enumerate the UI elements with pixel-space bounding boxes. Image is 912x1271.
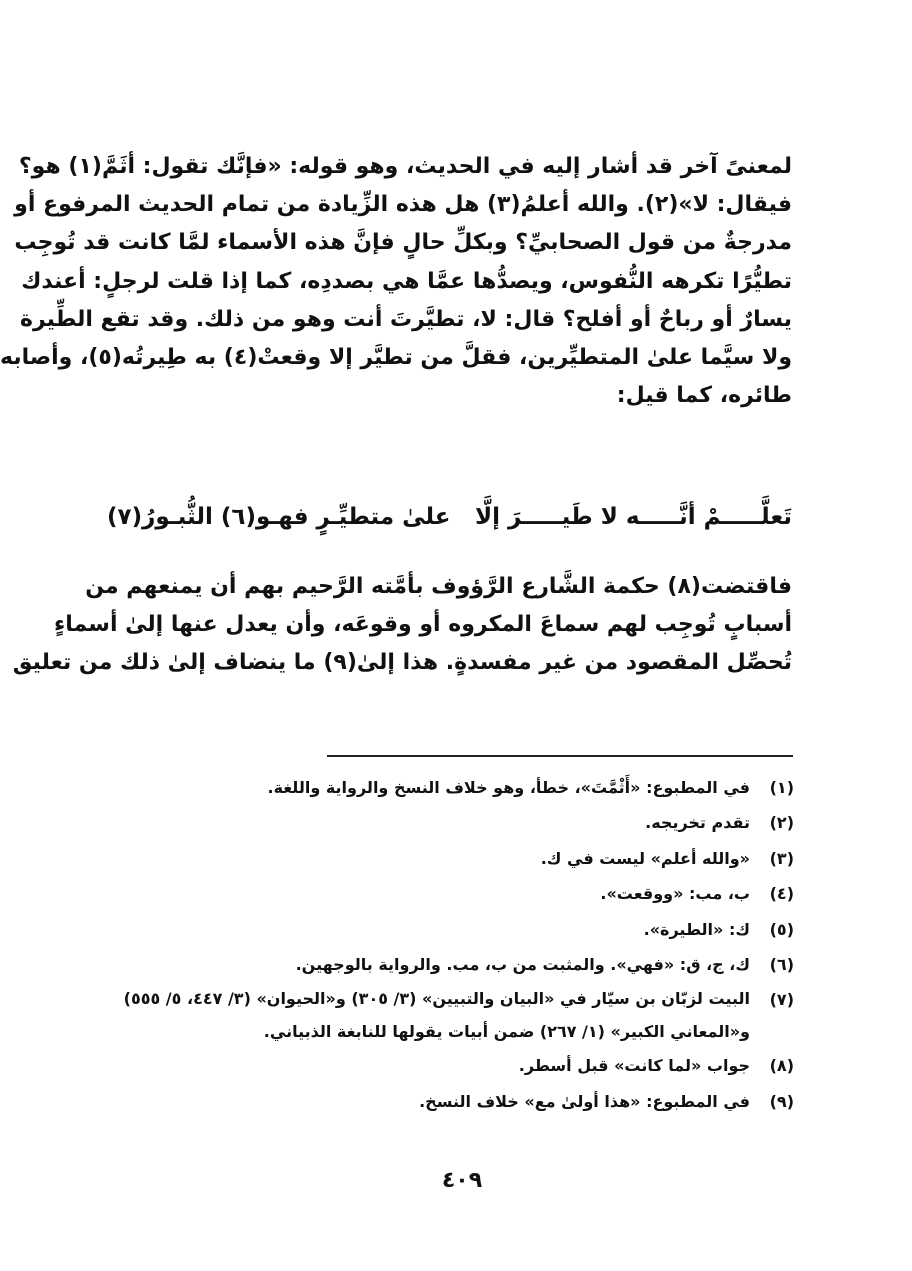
footnote <box>104 841 794 876</box>
footnote-text: في المطبوع: «أَثْمَّتَ»، خطأ، وهو خلاف النسخ والرواية واللغة. <box>267 778 750 797</box>
footnote <box>104 1048 794 1083</box>
footnote <box>104 1084 794 1119</box>
footnote-text: تقدم تخريجه. <box>645 813 750 833</box>
text-line: أسبابٍ تُوجِب لهم سماعَ المكروه أو وقوعَه، وأن يعدل عنها إلىٰ أسماءٍ <box>54 612 792 638</box>
text-line: تطيُّرًا تكرهه النُّفوس، ويصدُّها عمَّا هي بصددِه، كما إذا قلت لرجلٍ: أعندك <box>21 268 792 294</box>
text-line: لمعنىً آخر قد أشار إليه في الحديث، وهو قوله: «فإنَّك تقول: أثَمَّ(١) هو؟ <box>18 154 792 179</box>
footnote-text: «والله أعلم» ليست في ك. <box>540 848 750 868</box>
footnote-text: البيت لزبّان بن سيّار في «البيان والتبيين» (٣/ ٣٠٥) و«الحيوان» (٣/ ٤٤٧، ٥/ ٥٥٥) و«المعاني الكبير» (١/ ٢٦٧) ضمن أبيات يقولها للنابغة الذبياني. <box>123 989 750 1042</box>
footnote-divider <box>327 755 793 757</box>
footnote-number: (٦) <box>769 955 794 975</box>
footnote-text: في المطبوع: «هذا أولىٰ مع» خلاف النسخ. <box>419 1091 750 1111</box>
footnote <box>104 876 794 911</box>
text-line: يسارٌ أو رباحٌ أو أفلح؟ قال: لا، تطيَّرتَ أنت وهو من ذلك. وقد تقع الطِّيرة <box>20 306 792 332</box>
footnote-text: جواب «لما كانت» قبل أسطر. <box>518 1056 750 1076</box>
text-line: فيقال: لا»(٢). والله أعلمُ(٣) هل هذه الزِّيادة من تمام الحديث المرفوع أو <box>14 192 792 218</box>
verse-second-hemistich: علىٰ متطيِّـرٍ فهـو(٦) الثُّبـورُ(٧) <box>107 504 451 530</box>
paragraph-second <box>12 568 792 683</box>
footnote-number: (٤) <box>769 884 794 904</box>
footnote-number: (٣) <box>769 848 794 868</box>
footnote-text: ك: «الطيرة». <box>643 919 750 939</box>
footnote-number: (٩) <box>769 1091 794 1111</box>
text-line: ولا سيَّما علىٰ المتطيِّرين، فقلَّ من تطيَّر إلا وقعتْ(٤) به طِيرتُه(٥)، وأصابه <box>0 345 792 371</box>
text-line: طائره، كما قيل: <box>616 383 792 409</box>
footnote <box>104 982 794 1048</box>
footnote <box>104 805 794 840</box>
footnote-number: (٥) <box>769 919 794 939</box>
footnote-text: ك، ج، ق: «فهي». والمثبت من ب، مب. والرواية بالوجهين. <box>295 955 750 975</box>
paragraph-main <box>0 148 792 415</box>
footnotes <box>104 770 794 1119</box>
text-line: تُحصِّل المقصود من غير مفسدةٍ. هذا إلىٰ(٩) ما ينضاف إلىٰ ذلك من تعليق <box>12 650 792 676</box>
footnote-text: ب، مب: «ووقعت». <box>600 884 750 904</box>
footnote-number: (٢) <box>769 813 794 833</box>
footnote-number: (١) <box>769 778 794 797</box>
footnote <box>104 912 794 947</box>
text-line: فاقتضت(٨) حكمة الشَّارع الرَّؤوف بأمَّته الرَّحيم بهم أن يمنعهم من <box>85 574 792 599</box>
page-number: ٤٠٩ <box>441 1168 483 1193</box>
footnote-number: (٧) <box>769 990 794 1010</box>
footnote <box>104 770 794 805</box>
poetry-verse <box>107 497 792 537</box>
footnote <box>104 947 794 982</box>
footnote-number: (٨) <box>769 1056 794 1076</box>
text-line: مدرجةٌ من قول الصحابيِّ؟ وبكلِّ حالٍ فإنَّ هذه الأسماء لمَّا كانت قد تُوجِب <box>14 230 792 256</box>
verse-first-hemistich: تَعلَّـــــمْ أنَّـــــه لا طَيـــــرَ إلَّا <box>475 504 792 530</box>
